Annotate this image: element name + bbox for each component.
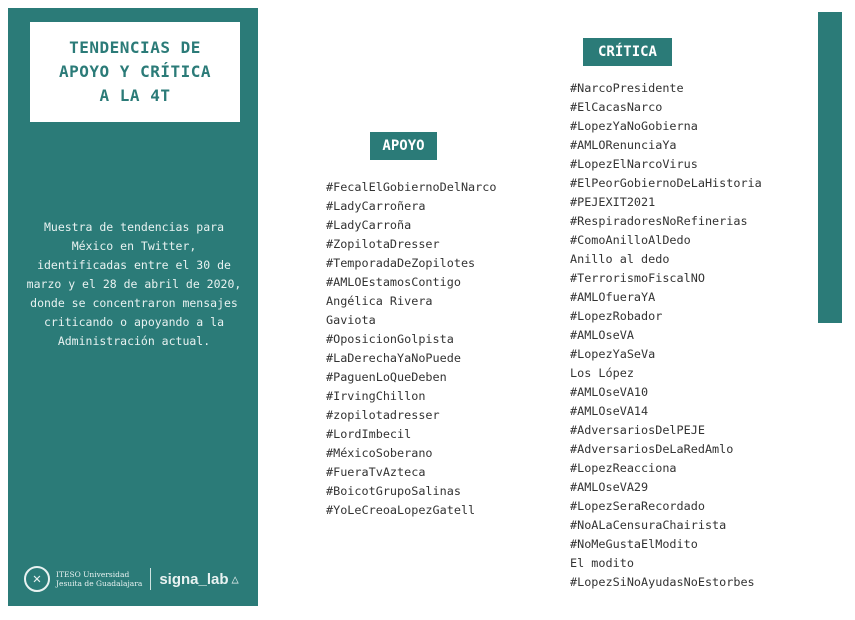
hashtag-item: #RespiradoresNoRefinerias [570, 214, 748, 228]
title-box [30, 22, 240, 122]
hashtag-item: #AMLOseVA29 [570, 480, 649, 494]
hashtag-item: #NoALaCensuraChairista [570, 518, 727, 532]
signa-lab-logo: signa_lab [159, 570, 229, 588]
hashtag-item: #LaDerechaYaNoPuede [326, 351, 461, 365]
signa-lab-triangle-icon: △ [231, 572, 239, 586]
footer-logos [24, 564, 249, 594]
hashtag-item: #LopezRobador [570, 309, 663, 323]
hashtag-item: #LadyCarroñera [326, 199, 426, 213]
hashtag-item: #zopilotadresser [326, 408, 440, 422]
hashtag-item: #LordImbecil [326, 427, 412, 441]
title-line: TENDENCIAS DE [69, 38, 201, 57]
hashtag-item: #YoLeCreoaLopezGatell [326, 503, 476, 517]
hashtag-item: #TerrorismoFiscalNO [570, 271, 705, 285]
hashtag-item: #ElCacasNarco [570, 100, 663, 114]
title-line: APOYO Y CRÍTICA [59, 62, 211, 81]
apoyo-list [326, 178, 496, 520]
hashtag-item: #AMLOEstamosContigo [326, 275, 461, 289]
hashtag-item: #ElPeorGobiernoDeLaHistoria [570, 176, 762, 190]
iteso-logo-text [56, 570, 142, 588]
hashtag-item: #LopezYaNoGobierna [570, 119, 698, 133]
hashtag-item: #AMLOfueraYA [570, 290, 656, 304]
critica-label: CRÍTICA [583, 38, 672, 66]
hashtag-item: #OposicionGolpista [326, 332, 454, 346]
decorative-bar [818, 12, 842, 323]
hashtag-item: #LadyCarroña [326, 218, 412, 232]
hashtag-item: #LopezSiNoAyudasNoEstorbes [570, 575, 755, 589]
hashtag-item: #NoMeGustaElModito [570, 537, 698, 551]
hashtag-item: #AMLOseVA14 [570, 404, 649, 418]
hashtag-item: #PaguenLoQueDeben [326, 370, 447, 384]
hashtag-item: #ZopilotaDresser [326, 237, 440, 251]
hashtag-item: #AdversariosDelPEJE [570, 423, 705, 437]
hashtag-item: #TemporadaDeZopilotes [326, 256, 476, 270]
page-title [59, 36, 211, 108]
iteso-line: Jesuita de Guadalajara [56, 579, 143, 588]
iteso-line: ITESO Universidad [56, 570, 130, 579]
apoyo-label: APOYO [370, 132, 437, 160]
hashtag-item: #FueraTvAzteca [326, 465, 426, 479]
hashtag-item: #AMLORenunciaYa [570, 138, 677, 152]
hashtag-item: #MéxicoSoberano [326, 446, 433, 460]
hashtag-item: El modito [570, 556, 634, 570]
hashtag-item: Anillo al dedo [570, 252, 670, 266]
hashtag-item: Gaviota [326, 313, 376, 327]
divider [150, 568, 151, 590]
hashtag-item: Angélica Rivera [326, 294, 433, 308]
title-line: A LA 4T [99, 86, 171, 105]
hashtag-item: #AMLOseVA [570, 328, 634, 342]
hashtag-item: #ComoAnilloAlDedo [570, 233, 691, 247]
hashtag-item: #BoicotGrupoSalinas [326, 484, 461, 498]
info-panel [8, 8, 258, 606]
hashtag-item: #FecalElGobiernoDelNarco [326, 180, 497, 194]
critica-list [570, 79, 762, 592]
hashtag-item: #AdversariosDeLaRedAmlo [570, 442, 734, 456]
hashtag-item: #IrvingChillon [326, 389, 426, 403]
hashtag-item: #NarcoPresidente [570, 81, 684, 95]
description: Muestra de tendencias para México en Twitter, identificadas entre el 30 de marzo y el 28 de abril de 2020, donde se concentraron mensajes criticando o apoyando a la Administración actual. [26, 220, 242, 348]
hashtag-item: #LopezElNarcoVirus [570, 157, 698, 171]
iteso-logo-icon: ✕ [24, 566, 50, 592]
hashtag-item: #PEJEXIT2021 [570, 195, 656, 209]
hashtag-item: #LopezSeraRecordado [570, 499, 705, 513]
hashtag-item: #AMLOseVA10 [570, 385, 649, 399]
hashtag-item: #LopezYaSeVa [570, 347, 656, 361]
hashtag-item: #LopezReacciona [570, 461, 677, 475]
hashtag-item: Los López [570, 366, 634, 380]
